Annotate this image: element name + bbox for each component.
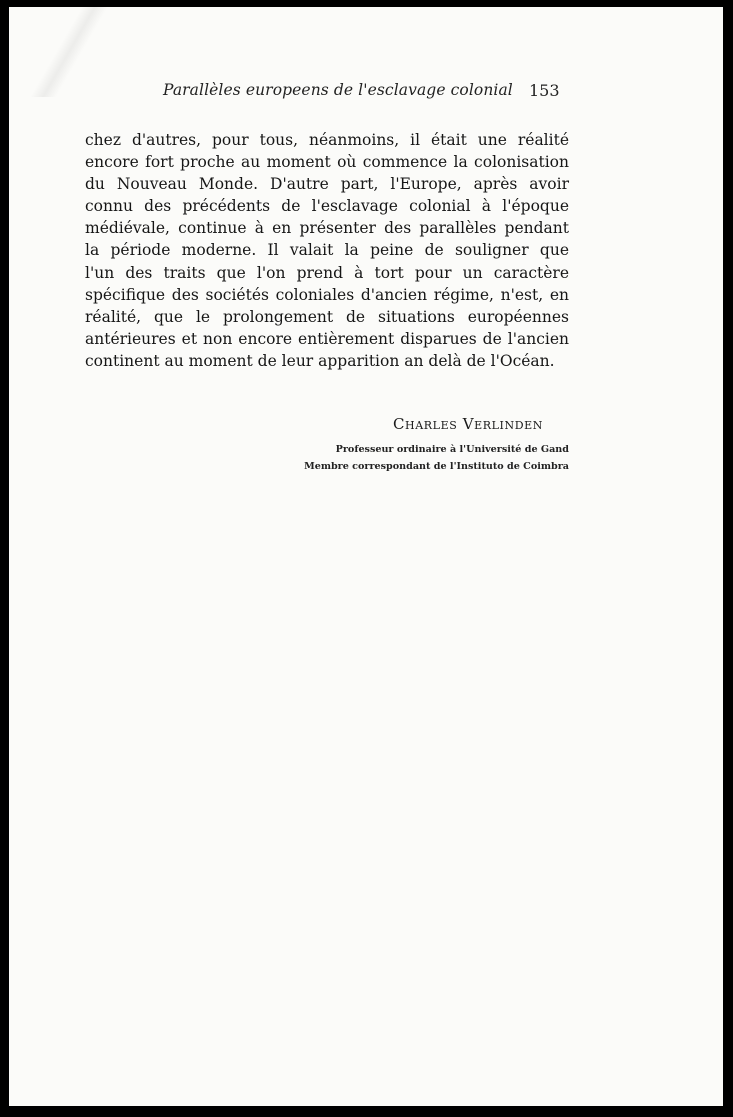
text-line: l'un des traits que l'on prend à tort pour un caractère	[85, 263, 569, 282]
text-line: médiévale, continue à en présenter des parallèles pendant	[85, 219, 569, 238]
text-line: continent au moment de leur apparition an delà de l'Océan.	[85, 351, 555, 370]
running-title: Parallèles europeens de l'esclavage colonial	[163, 81, 513, 99]
running-head	[9, 81, 723, 107]
body-paragraph	[85, 129, 569, 372]
document-page	[9, 7, 723, 1106]
text-line: réalité, que le prolongement de situations européennes	[85, 307, 569, 326]
text-line: chez d'autres, pour tous, néanmoins, il était une réalité	[85, 131, 569, 149]
text-line: spécifique des sociétés coloniales d'ancien régime, n'est, en	[85, 285, 569, 304]
author-name: Charles Verlinden	[392, 415, 543, 433]
author-affiliation: Membre correspondant de l'Instituto de Coimbra	[304, 461, 569, 472]
page-number: 153	[529, 81, 560, 100]
author-signature	[269, 415, 569, 475]
text-line: encore fort proche au moment où commence la colonisation	[85, 153, 569, 172]
text-line: la période moderne. Il valait la peine de souligner que	[85, 241, 569, 260]
text-line: connu des précédents de l'esclavage colonial à l'époque	[85, 197, 569, 216]
text-line: du Nouveau Monde. D'autre part, l'Europe, après avoir	[85, 175, 569, 194]
author-affiliation: Professeur ordinaire à l'Université de Gand	[335, 444, 569, 455]
text-line: antérieures et non encore entièrement disparues de l'ancien	[85, 329, 569, 348]
